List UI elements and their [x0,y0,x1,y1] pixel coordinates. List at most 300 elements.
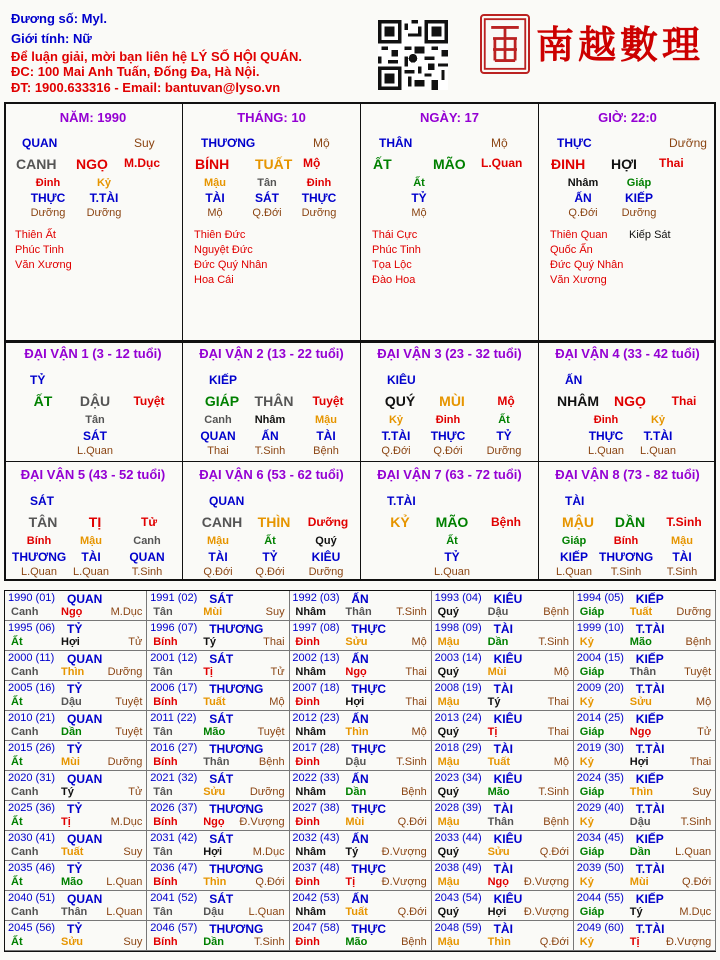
year-label: 2015 (26) [8,742,56,754]
hidden-stem: Đinh [593,414,619,426]
year-label: 2025 (36) [8,802,56,814]
year-stem: Ất [11,756,23,768]
year-stem: Bính [153,756,178,768]
year-stem: Tân [153,726,173,738]
year-cell [574,891,716,921]
year-branch: Mùi [61,756,80,768]
heavenly-stem: BÍNH [195,156,230,172]
hidden-stage: Mộ [411,207,427,219]
year-stage: Đ.Vượng [239,816,285,828]
star: Đức Quý Nhân [194,259,268,271]
hidden-god: KIÊU [311,550,341,564]
earthly-branch: TỊ [88,514,102,530]
hidden-stem: Bính [26,535,52,547]
hidden-stage: Thai [207,445,229,457]
hidden-stage: Dưỡng [621,207,657,219]
year-branch: Tuất [487,756,510,768]
heavenly-stem: QUÝ [384,393,416,409]
year-label: 2013 (24) [434,712,482,724]
year-branch: Mùi [345,816,365,828]
year-god: QUAN [67,772,103,786]
hidden-stem: Tân [85,414,105,426]
hidden-stage: L.Quan [72,566,110,578]
year-stem: Ất [11,936,23,948]
hidden-god: ẤN [574,191,592,205]
year-god: TỶ [67,742,83,756]
year-stem: Nhâm [295,726,326,738]
year-cell [432,831,574,861]
year-god: T.TÀI [635,802,665,816]
year-branch: Dậu [629,816,651,828]
year-god: T.TÀI [635,742,665,756]
qr-code[interactable] [378,20,448,90]
year-label: 2039 (50) [576,862,624,874]
year-god: TỶ [67,682,83,696]
year-label: 1990 (01) [8,592,56,604]
year-cell [289,651,431,681]
ten-god: KIÊU [387,373,416,387]
dai-van-8 [538,461,716,581]
year-cell [574,711,716,741]
year-god: THƯƠNG [209,682,264,696]
year-stem: Đinh [295,876,320,888]
dai-van-title: ĐẠI VẬN 5 (43 - 52 tuổi) [20,467,166,482]
hidden-stem: Kỷ [96,177,112,189]
year-label: 2045 (56) [8,922,56,934]
year-label: 2005 (16) [8,682,56,694]
owner-name: Đương số: Myl. [11,11,107,26]
hidden-god: TÀI [316,429,336,443]
year-stage: Bệnh [543,606,569,618]
year-stage: Tử [128,786,143,798]
year-branch: Mão [203,726,226,738]
hidden-stage: Bệnh [313,445,339,457]
year-stem: Bính [153,696,178,708]
year-branch: Sửu [487,846,510,858]
year-god: THỰC [351,862,387,876]
year-stem: Tân [153,666,173,678]
stage: Tử [140,515,158,529]
dai-van-6 [182,461,360,581]
dai-van-7 [360,461,538,581]
hidden-stem: Canh [133,535,161,547]
heavenly-stem: ẤT [373,156,392,172]
year-god: KIÊU [493,652,523,666]
hidden-stage: Dưỡng [486,445,522,457]
year-branch: Mão [629,636,652,648]
year-stem: Quý [437,666,459,678]
year-branch: Hợi [487,906,507,918]
year-label: 2016 (27) [150,742,198,754]
year-stage: Suy [123,936,143,948]
ten-god: SÁT [30,494,54,508]
branch-state: M.Dục [124,156,160,170]
year-stem: Ất [11,696,23,708]
heavenly-stem: CANH [16,156,57,172]
year-stage: T.Sinh [538,786,569,798]
year-label: 1997 (08) [292,622,340,634]
heavenly-stem: GIÁP [204,393,240,409]
stage: Thai [671,394,697,408]
dai-van-title: ĐẠI VẬN 4 (33 - 42 tuổi) [555,346,700,361]
year-god: THƯƠNG [209,742,264,756]
year-branch: Thìn [345,726,369,738]
year-label: 2004 (15) [576,652,624,664]
year-branch: Tị [345,876,356,888]
hidden-god: TỶ [496,429,512,443]
year-cell [432,891,574,921]
year-label: 2020 (31) [8,772,56,784]
year-stage: Đ.Vượng [523,876,569,888]
ten-god: TỶ [30,373,46,387]
year-label: 2044 (55) [576,892,624,904]
year-branch: Sửu [629,696,652,708]
year-stage: Bệnh [685,636,712,648]
hidden-stage: Q.Đới [252,207,282,219]
stage: Tuyệt [312,394,344,408]
star: Thiên Đức [194,229,246,241]
year-cell [574,741,716,771]
address: ĐC: 100 Mai Anh Tuấn, Đống Đa, Hà Nội. [11,64,260,79]
year-branch: Ngọ [203,816,225,828]
year-label: 2024 (35) [576,772,624,784]
year-god: ẤN [351,592,369,606]
stage: Suy [134,136,155,150]
star: Đức Quý Nhân [550,259,624,271]
hidden-stem: Ất [498,414,510,426]
year-cell [5,771,147,801]
hidden-god: ẤN [261,429,279,443]
hidden-god: TÀI [205,191,225,205]
ten-god: THƯƠNG [201,136,256,150]
year-god: ẤN [351,832,369,846]
dai-van-title: ĐẠI VẬN 2 (13 - 22 tuổi) [199,346,344,361]
year-stage: Suy [123,846,143,858]
year-branch: Dần [61,726,82,738]
hidden-god: QUAN [200,429,236,443]
year-god: TỶ [67,922,83,936]
year-cell [289,771,431,801]
earthly-branch: NGỌ [76,156,108,172]
hidden-stage: T.Sinh [254,445,286,457]
year-branch: Sửu [345,636,368,648]
year-stage: Tuyệt [684,666,712,678]
year-stage: Thai [405,696,427,708]
hidden-stem: Mậu [204,177,226,189]
hidden-god: TỶ [444,550,460,564]
hidden-stem: Ất [413,177,425,189]
year-cell [5,921,147,951]
year-branch: Tý [629,906,643,918]
hidden-god: THƯƠNG [599,550,654,564]
year-branch: Thân [487,816,514,828]
hidden-stem: Nhâm [567,177,599,189]
ten-god: TÀI [565,494,585,508]
star: Thái Cực [372,229,418,241]
year-god: KIẾP [635,652,664,666]
earthly-branch: TUẤT [255,156,293,172]
year-label: 2041 (52) [150,892,198,904]
year-god: THƯƠNG [209,802,264,816]
year-cell [432,741,574,771]
year-god: ẤN [351,772,369,786]
year-cell [5,831,147,861]
year-branch: Tuất [203,696,226,708]
hidden-stage: Dưỡng [301,207,337,219]
year-label: 2000 (11) [8,652,55,664]
year-cell [5,681,147,711]
year-branch: Ngọ [345,666,367,678]
year-cell [432,651,574,681]
year-stem: Kỷ [579,816,594,828]
year-label: 1992 (03) [292,592,340,604]
year-stage: T.Sinh [396,756,427,768]
year-branch: Mão [345,936,368,948]
year-stem: Kỷ [579,876,594,888]
phone-email: ĐT: 1900.633316 - Email: bantuvan@lyso.vn [11,80,281,95]
year-god: SÁT [209,892,234,906]
earthly-branch: DẬU [79,393,111,409]
hidden-stage: Dưỡng [308,566,344,578]
year-stage: Đ.Vượng [523,906,569,918]
year-branch: Sửu [203,786,226,798]
hidden-stem: Đinh [35,177,61,189]
year-stem: Kỷ [579,696,594,708]
year-cell [147,801,289,831]
year-stem: Mậu [437,816,460,828]
dai-van-4 [538,341,716,461]
year-stage: M.Dục [110,606,143,618]
year-stage: T.Sinh [396,606,427,618]
star: Tọa Lộc [372,259,412,271]
hidden-god: THỰC [588,429,624,443]
pillar-1 [4,102,182,342]
ten-god: KIẾP [209,373,238,387]
year-label: 1998 (09) [434,622,482,634]
year-god: ẤN [351,712,369,726]
year-god: QUAN [67,832,103,846]
year-label: 2018 (29) [434,742,482,754]
year-label: 2019 (30) [576,742,624,754]
pillar-title: NGÀY: 17 [420,110,479,125]
hidden-god: THƯƠNG [12,550,67,564]
year-label: 2043 (54) [434,892,482,904]
year-stage: M.Dục [679,906,712,918]
year-branch: Thân [61,906,88,918]
year-label: 2021 (32) [150,772,198,784]
year-label: 2007 (18) [292,682,340,694]
hidden-god: TÀI [672,550,692,564]
year-stage: Bệnh [258,756,285,768]
hidden-stage: L.Quan [20,566,58,578]
year-label: 2009 (20) [576,682,624,694]
stage: T.Sinh [666,515,702,529]
hidden-stage: L.Quan [639,445,677,457]
heavenly-stem: TÂN [28,514,58,530]
dai-van-title: ĐẠI VẬN 8 (73 - 82 tuổi) [555,467,700,482]
year-cell [574,771,716,801]
year-label: 2014 (25) [576,712,624,724]
year-label: 2028 (39) [434,802,482,814]
year-label: 2017 (28) [292,742,340,754]
year-label: 1993 (04) [434,592,482,604]
year-label: 2036 (47) [150,862,198,874]
star: Thiên Quan [550,229,608,241]
year-cell [147,771,289,801]
year-cell [432,711,574,741]
year-stage: Tuyệt [115,696,143,708]
year-stem: Quý [437,786,459,798]
year-stem: Nhâm [295,606,326,618]
hidden-stem: Mậu [315,414,337,426]
year-stage: Mộ [411,636,427,648]
hidden-god: TỶ [411,191,427,205]
stage: Dưỡng [669,136,707,150]
year-label: 1995 (06) [8,622,56,634]
year-stem: Giáp [579,606,605,618]
year-label: 2011 (22) [150,712,197,724]
year-stem: Canh [11,666,39,678]
hidden-god: SÁT [255,191,279,205]
year-stem: Mậu [437,756,460,768]
year-stage: Thai [263,636,285,648]
year-cell [147,921,289,951]
year-stem: Canh [11,786,39,798]
year-cell [5,651,147,681]
stage: Bệnh [491,515,521,529]
hidden-stem: Tân [257,177,277,189]
year-label: 2010 (21) [8,712,56,724]
year-label: 2046 (57) [150,922,198,934]
year-stage: Suy [265,606,285,618]
year-branch: Thân [345,606,372,618]
year-cell [147,741,289,771]
year-god: T.TÀI [635,922,665,936]
year-cell [432,921,574,951]
year-stem: Mậu [437,636,460,648]
year-branch: Dậu [487,606,509,618]
year-label: 2042 (53) [292,892,340,904]
year-cell [147,831,289,861]
year-stem: Canh [11,906,39,918]
year-label: 2008 (19) [434,682,482,694]
year-stem: Giáp [579,906,605,918]
star: Văn Xương [15,259,72,271]
year-stage: Mộ [269,696,285,708]
heavenly-stem: ẤT [33,393,53,409]
year-branch: Thân [203,756,230,768]
hidden-god: TỶ [262,550,278,564]
hidden-god: THỰC [301,191,337,205]
year-branch: Thìn [203,876,227,888]
year-god: THƯƠNG [209,922,264,936]
year-stage: Q.Đới [539,846,569,858]
ten-god: THÂN [379,136,413,150]
year-stem: Tân [153,906,173,918]
star: Đào Hoa [372,274,416,286]
hidden-god: THỰC [430,429,466,443]
year-branch: Tị [61,816,71,828]
year-stem: Ất [11,876,23,888]
year-stage: Dưỡng [107,756,143,768]
year-god: SÁT [209,772,234,786]
pillar-title: THÁNG: 10 [237,110,306,125]
year-god: TỶ [67,622,83,636]
year-cell [574,651,716,681]
hidden-stem: Nhâm [254,414,286,426]
year-god: KIÊU [493,772,523,786]
hidden-god: T.TÀI [89,191,119,205]
year-stem: Bính [153,636,178,648]
year-stage: Tử [697,726,712,738]
heavenly-stem: CANH [201,514,243,530]
star: Thiên Ất [15,229,56,241]
dai-van-1 [4,341,182,461]
year-branch: Tị [203,666,213,678]
year-cell [147,591,289,621]
year-label: 2037 (48) [292,862,340,874]
year-branch: Hợi [345,696,365,708]
year-label: 2027 (38) [292,802,340,814]
hidden-stage: Q.Đới [255,566,285,578]
year-stage: Suy [692,786,712,798]
year-god: ẤN [351,652,369,666]
hidden-stem: Ất [446,535,458,547]
year-stage: L.Quan [106,906,143,918]
year-branch: Thìn [629,786,654,798]
year-branch: Thìn [61,666,85,678]
earthly-branch: THÂN [254,393,294,409]
year-god: KIÊU [493,712,523,726]
year-god: QUAN [67,592,103,606]
year-god: TỶ [67,862,83,876]
year-god: TÀI [493,682,513,696]
year-stage: Q.Đới [397,816,427,828]
year-cell [5,741,147,771]
year-stage: Dưỡng [107,666,143,678]
year-cell [289,621,431,651]
year-branch: Hợi [203,846,223,858]
year-stem: Nhâm [295,906,326,918]
year-cell [289,831,431,861]
year-god: TÀI [493,802,513,816]
year-god: THỰC [351,622,387,636]
year-stem: Mậu [437,696,460,708]
year-god: SÁT [209,652,234,666]
year-god: TỶ [67,802,83,816]
branch-state: L.Quan [481,156,523,170]
dai-van-title: ĐẠI VẬN 6 (53 - 62 tuổi) [199,467,344,482]
hidden-god: T.TÀI [381,429,411,443]
year-stage: Mộ [553,756,569,768]
year-stage: Thai [405,666,427,678]
year-stage: Mộ [695,696,712,708]
year-stage: L.Quan [106,876,143,888]
stage: Mộ [313,136,330,150]
year-cell [574,591,716,621]
star: Hoa Cái [194,274,234,286]
year-stem: Đinh [295,816,320,828]
year-stage: Mộ [553,666,569,678]
year-cell [574,861,716,891]
year-stage: T.Sinh [680,816,712,828]
year-stage: Bệnh [543,816,569,828]
year-stage: Mộ [411,726,427,738]
earthly-branch: DẦN [614,514,646,530]
year-branch: Tị [629,936,640,948]
year-stage: Đ.Vượng [666,936,712,948]
year-cell [289,681,431,711]
